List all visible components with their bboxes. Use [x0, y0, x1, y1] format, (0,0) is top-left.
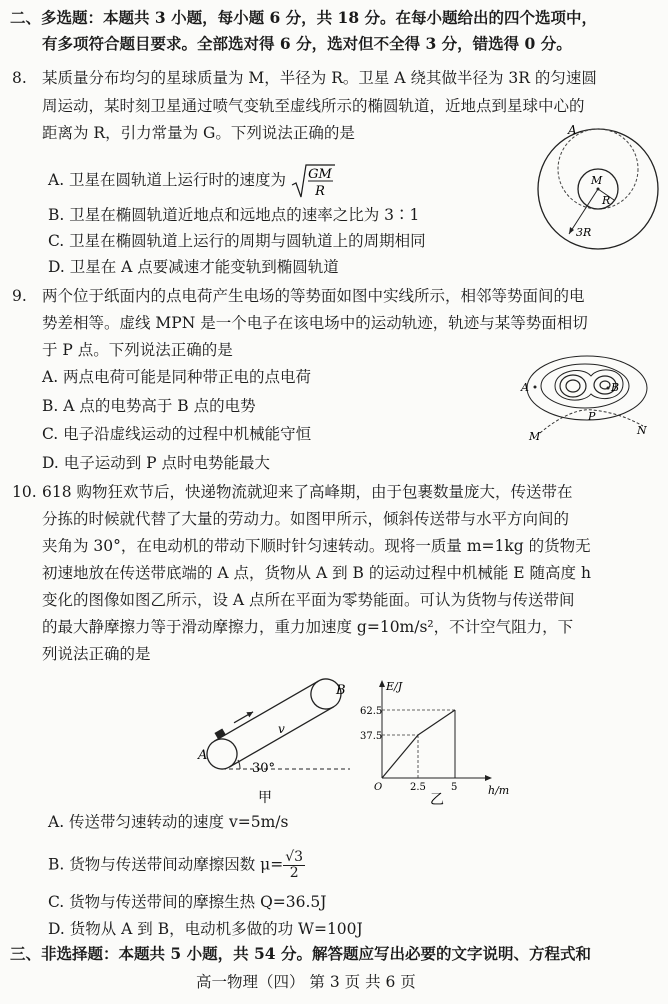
orbit-radius-label: 3R [576, 226, 592, 239]
radius-label: R [602, 194, 611, 207]
q10-stem-4: 初速地放在传送带底端的 A 点，货物从 A 到 B 的运动过程中机械能 E 随高度 h [42, 564, 591, 582]
q8-stem-1: 某质量分布均匀的星球质量为 M，半径为 R。卫星 A 绕其做半径为 3R 的匀速圆 [42, 69, 597, 87]
section-2-title-cont: 有多项符合题目要求。全部选对得 6 分，选对但不全得 3 分，错选得 0 分。 [42, 34, 572, 53]
q10-option-b[interactable]: B. 货物与传送带间动摩擦因数 μ= $\frac{√3}{2}$ [48, 849, 304, 881]
q10-energy-graph [360, 678, 520, 808]
section-3-title: 三、非选择题：本题共 5 小题，共 54 分。解答题应写出必要的文字说明、方程式和 [10, 944, 591, 963]
figure-jia-caption: 甲 [258, 790, 272, 806]
satellite-a-label: A [568, 123, 577, 137]
q8-number: 8. [12, 69, 27, 87]
cargo-box [214, 728, 225, 739]
point-n-label: N [637, 424, 647, 437]
sqrt-numerator: GM [308, 167, 332, 182]
graph-segment-2 [418, 710, 455, 735]
q10-option-a[interactable]: A. 传送带匀速转动的速度 v=5m/s [48, 813, 289, 831]
q8-orbit-figure [536, 122, 664, 252]
graph-x-label: h/m [488, 784, 510, 797]
q10-stem-1: 618 购物狂欢节后，快递物流就迎来了高峰期，由于包裹数量庞大，传送带在 [42, 483, 573, 501]
q9-option-c[interactable]: C. 电子沿虚线运动的过程中机械能守恒 [42, 425, 312, 443]
q9-stem-2: 势差相等。虚线 MPN 是一个电子在该电场中的运动轨迹，轨迹与某等势面相切 [42, 314, 588, 332]
point-b-label: B [611, 381, 620, 394]
graph-segment-1 [382, 735, 418, 778]
q8-option-b[interactable]: B. 卫星在椭圆轨道近地点和远地点的速率之比为 3∶1 [48, 206, 420, 224]
mu-fraction: $\frac{√3}{2}$ [285, 849, 304, 881]
tick-5: 5 [451, 782, 458, 793]
origin-label: O [374, 782, 383, 793]
q8-stem-3: 距离为 R，引力常量为 G。下列说法正确的是 [42, 124, 355, 142]
figure-yi-caption: 乙 [430, 792, 444, 808]
page-footer: 高一物理（四） 第 3 页 共 6 页 [196, 973, 416, 991]
q10-option-c[interactable]: C. 货物与传送带间的摩擦生热 Q=36.5J [48, 893, 327, 911]
q9-option-a[interactable]: A. 两点电荷可能是同种带正电的点电荷 [42, 368, 312, 386]
graph-y-label: E/J [386, 680, 403, 693]
q10-stem-7: 列说法正确的是 [42, 645, 151, 663]
point-b-label: B [336, 683, 346, 698]
point-p-label: P [588, 410, 596, 423]
q9-option-b[interactable]: B. A 点的电势高于 B 点的电势 [42, 397, 256, 415]
q10-stem-2: 分拣的时候就代替了大量的劳动力。如图甲所示，倾斜传送带与水平方向间的 [42, 510, 570, 528]
q8-option-a[interactable]: A. 卫星在圆轨道上运行时的速度为 GM R [48, 163, 335, 199]
q10-number: 10. [12, 483, 37, 501]
q9-stem-3: 于 P 点。下列说法正确的是 [42, 341, 233, 359]
tick-62-5: 62.5 [360, 706, 383, 717]
q9-option-d[interactable]: D. 电子运动到 P 点时电势能最大 [42, 454, 271, 472]
sqrt-expression [291, 163, 335, 199]
section-2-title: 二、多选题：本题共 3 小题，每小题 6 分，共 18 分。在每小题给出的四个选项中， [10, 8, 598, 27]
q8-option-c[interactable]: C. 卫星在椭圆轨道上运行的周期与圆轨道上的周期相同 [48, 232, 426, 250]
q9-equipotential-figure [515, 348, 665, 443]
q10-stem-5: 变化的图像如图乙所示，设 A 点所在平面为零势能面。可认为货物与传送带间 [42, 591, 575, 609]
tick-2-5: 2.5 [410, 782, 426, 793]
point-m-label: M [529, 430, 541, 443]
angle-label: 30° [252, 761, 276, 776]
q8-option-d[interactable]: D. 卫星在 A 点要减速才能变轨到椭圆轨道 [48, 258, 339, 276]
sqrt-denominator: R [315, 184, 325, 199]
point-a-label: A [198, 748, 208, 763]
q10-conveyor-figure [190, 678, 360, 806]
q10-option-d[interactable]: D. 货物从 A 到 B，电动机多做的功 W=100J [48, 920, 363, 938]
point-a-label: A [521, 381, 529, 394]
velocity-label: v [278, 722, 285, 736]
mass-label: M [591, 174, 603, 187]
q8-stem-2: 周运动，某时刻卫星通过喷气变轨至虚线所示的椭圆轨道，近地点到星球中心的 [42, 97, 585, 115]
q9-stem-1: 两个位于纸面内的点电荷产生电场的等势面如图中实线所示，相邻等势面间的电 [42, 287, 585, 305]
q9-number: 9. [12, 287, 27, 305]
q10-stem-3: 夹角为 30°，在电动机的带动下顺时针匀速转动。现将一质量 m=1kg 的货物无 [42, 537, 591, 555]
tick-37-5: 37.5 [360, 731, 383, 742]
q10-stem-6: 的最大静摩擦力等于滑动摩擦力，重力加速度 g=10m/s²，不计空气阻力，下 [42, 618, 574, 636]
